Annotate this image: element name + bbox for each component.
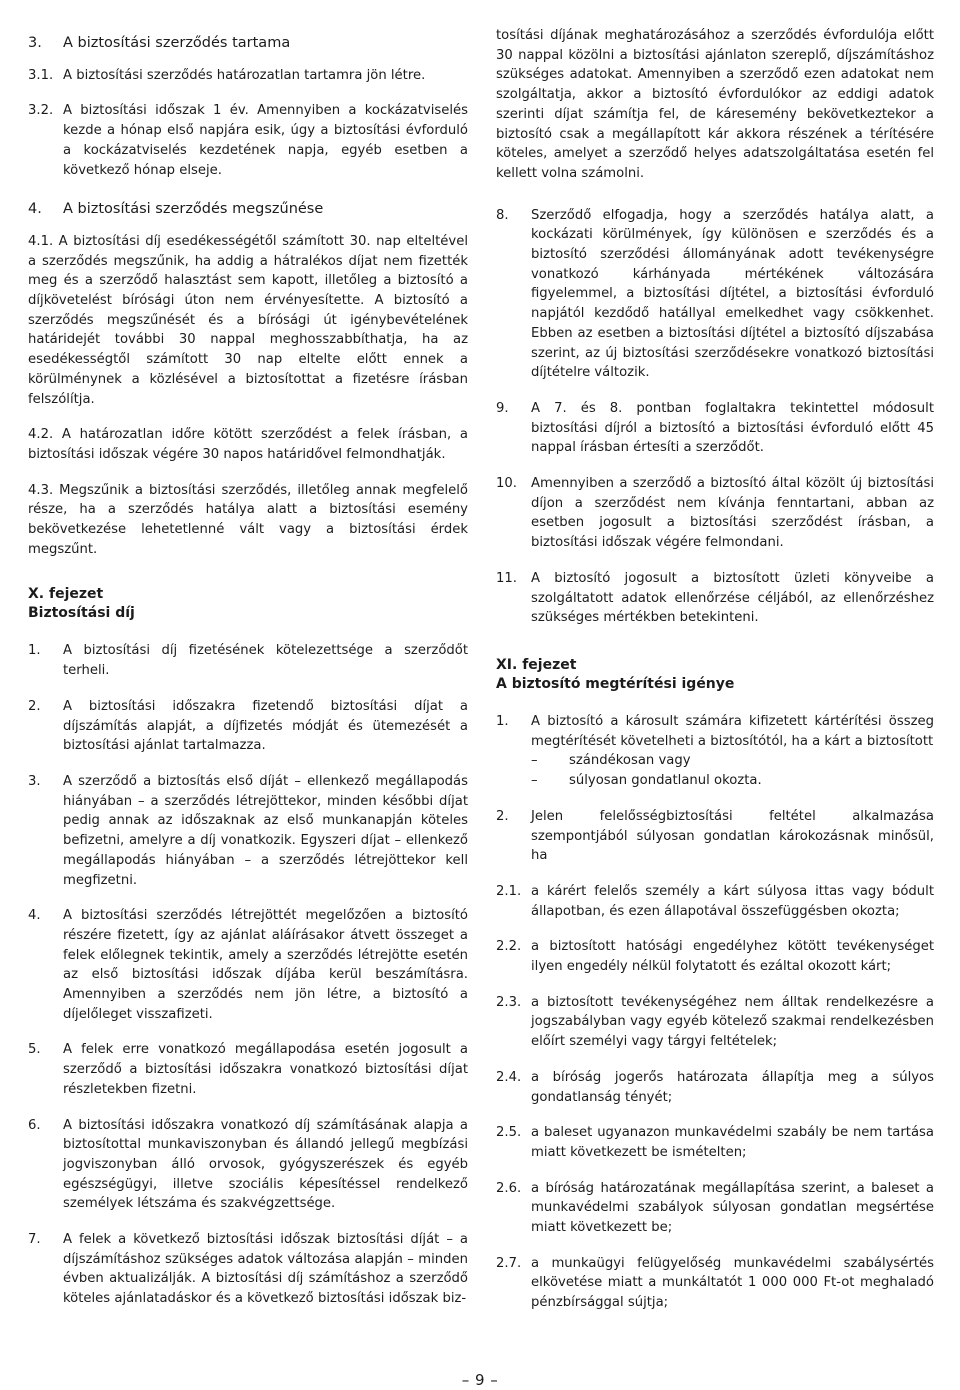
clause-4-1: 4.1. A biztosítási díj esedékességétől számított 30. nap elteltével a szerződés megszűnik, ha addig a hátralékos díjat nem fizették meg és a szerződő halasztást sem kapott, illetőleg a biztosító a díjkövetelést bírósági úton nem érvényesítette. A biztosító a szerződés megszűnését és a bírósági út igénybevételének határidejét további 30 nappal meghosszabbíthatja, ha az esedékességtől számított 30 nap eltelte előtt ennek a körülménynek a közlésével a biztosítottat a fizetésre írásban felszólítja.: [28, 233, 468, 407]
dash-item: – szándékosan vagy: [531, 753, 691, 769]
section-3-heading: 3. A biztosítási szerződés tartama: [28, 35, 291, 51]
clause-4-2: 4.2. A határozatlan időre kötött szerződést a felek írásban, a biztosítási időszak végére 30 napos határidővel felmondhatják.: [28, 427, 468, 462]
left-column: [28, 26, 468, 1325]
clause-item: 4. A biztosítási szerződés létrejöttét megelőzően a biztosító részére fizetett, így az ajánlat aláírásakor átvett összeget a felek előlegnek tekintik, amely a szerződés létrejötte esetén az első biztosítási időszak díjába kerül beszámításra. Amennyiben a szerződés nem jön létre, a biztosító a díjelőleget visszafizeti.: [28, 908, 468, 1022]
clause-3-2: 3.2. A biztosítási időszak 1 év. Amennyiben a kockázatviselés kezde a hónap első napjára esik, úgy a biztosítási évforduló a kockázatviselés kezdetének napja, egyéb esetben a következő hónap elseje.: [28, 103, 468, 178]
clause-item: 11. A biztosító jogosult a biztosított üzleti könyveibe a szolgáltatott adatok ellenőrzése céljából, az ellenőrzéshez szükséges mértékben betekinteni.: [496, 570, 934, 626]
chapter-x-heading: X. fejezet Biztosítási díj: [28, 586, 135, 622]
clause-3-1: 3.1. A biztosítási szerződés határozatlan tartamra jön létre.: [28, 67, 426, 83]
clause-xi-1: 1. A biztosító a károsult számára kifizetett kártérítési összeg megtérítését követelheti a biztosítótól, ha a kárt a biztosított – szándékosan vagy – súlyosan gondatlanul okozta.: [496, 712, 934, 791]
clause-item: 2.3. a biztosított tevékenységéhez nem álltak rendelkezésre a jogszabályban vagy egyéb kötelező szakmai rendelkezésben előírt személyi vagy tárgyi feltételek;: [496, 994, 934, 1050]
clause-item: 1. A biztosítási díj fizetésének kötelezettsége a szerződőt terheli.: [28, 643, 468, 679]
chapter-xi-clauses: [496, 807, 934, 1313]
right-column: [496, 26, 934, 1329]
clause-item: 2. Jelen felelősségbiztosítási feltétel alkalmazása szempontjából súlyosan gondatlan károkozásnak minősül, ha: [496, 808, 934, 864]
clause-item: 2.4. a bíróság jogerős határozata állapítja meg a súlyos gondatlanság tényét;: [496, 1069, 934, 1105]
clause-item: 2. A biztosítási időszakra fizetendő biztosítási díjat a díjszámítás alapját, a díjfizetés módját és ütemezését a biztosítási ajánlat tartalmazza.: [28, 698, 468, 754]
chapter-x-clauses: [28, 641, 468, 1308]
clause-item: 2.1. a kárért felelős személy a kárt súlyosa ittas vagy bódult állapotban, és ezen állapotával összefüggésben okozta;: [496, 883, 934, 919]
clause-item: 5. A felek erre vonatkozó megállapodása esetén jogosult a szerződő a biztosítási időszakra vonatkozó biztosítási díjat részletekben fizetni.: [28, 1042, 468, 1097]
clause-4-3: 4.3. Megszűnik a biztosítási szerződés, illetőleg annak megfelelő része, ha a szerződés hatálya alatt a biztosítási esemény bekövetkezése lehetetlenné vált vagy a biztosítási érdek megszűnt.: [28, 482, 468, 557]
dash-item: – súlyosan gondatlanul okozta.: [531, 773, 762, 789]
clause-item: 3. A szerződő a biztosítás első díját – ellenkező megállapodás hiányában – a szerződés létrejöttekor, minden későbbi díjat pedig annak az időszaknak az első munkanapján köteles befizetni, amelyre a díj vonatkozik. Egyszeri díjat – ellenkező megállapodás hiányában – a szerződés létrejöttekor kell megfizetni.: [28, 773, 468, 888]
page-number: – 9 –: [461, 1371, 499, 1389]
chapter-x-clauses-cont: [496, 206, 934, 628]
chapter-xi-heading: XI. fejezet A biztosító megtérítési igénye: [496, 656, 735, 692]
clause-item: 8. Szerződő elfogadja, hogy a szerződés hatálya alatt, a kockázati körülmények, így különösen e szerződés és a biztosító szerződési állományának adott tevékenységre vonatkozó kárhányada mértékének változására figyelemmel, a biztosítási díjtétel, a biztosítási évforduló napjától kezdődő hatállyal emelkedhet vagy csökkenhet. Ebben az esetben a biztosítási díjtétel a biztosító díjszabása szerint, az új biztosítási szerződésekre vonatkozó biztosítási díjtételre változik.: [496, 207, 934, 381]
clause-item: 9. A 7. és 8. pontban foglaltakra tekintettel módosult biztosítási díjról a biztosító a biztosítási évforduló előtt 45 nappal írásban értesíti a szerződőt.: [496, 400, 934, 456]
clause-item: 2.7. a munkaügyi felügyelőség munkavédelmi szabálysértés elkövetése miatt a munkáltatót 1 000 000 Ft-ot meghaladó pénzbírsággal sújtja;: [496, 1255, 934, 1311]
clause-item: 7. A felek a következő biztosítási időszak biztosítási díját – a díjszámításhoz szükséges adatok változása alapján – minden évben aktualizálják. A biztosítási díj számításhoz a szerződő köteles ajánlatadáskor és a következő biztosítási időszak biz-: [28, 1232, 468, 1307]
clause-item: 2.2. a biztosított hatósági engedélyhez kötött tevékenységet ilyen engedély nélkül folytatott és ezáltal okozott kárt;: [496, 939, 934, 975]
clause-7-continuation: tosítási díjának meghatározásához a szerződés évfordulója előtt 30 nappal közölni a biztosítási ajánlaton szereplő, díjszámításhoz szükséges adatokat. Amennyiben a szerződő ezen adatokat nem szolgáltatja, akkor a biztosító évfordulókor az eddigi adatok szerinti díjat számítja fel, de káresemény bekövetkeztekor a biztosító csak a megállapított kár akkora részének a térítésére köteles, amelyet a szerződő helyes adatszolgáltatása esetén fel kellett volna számolni.: [496, 28, 934, 181]
clause-item: 6. A biztosítási időszakra vonatkozó díj számításának alapja a biztosítottal munkaviszonyban és állandó jellegű megbízási jogviszonyban álló orvosok, gyógyszerészek és egyéb egészségügyi, illetve szociális képesítéssel rendelkező személyek létszáma és szakvégzettsége.: [28, 1117, 468, 1212]
clause-item: 10. Amennyiben a szerződő a biztosító által közölt új biztosítási díjon a szerződést nem kívánja fenntartani, abban az esetben jogosult a biztosítási szerződést írásban, a biztosítási időszak végére felmondani.: [496, 476, 934, 551]
clause-item: 2.5. a baleset ugyanazon munkavédelmi szabály be nem tartása miatt következett be ismételten;: [496, 1125, 934, 1160]
clause-item: 2.6. a bíróság határozatának megállapítása szerint, a baleset a munkavédelmi szabályok súlyosan gondatlan megsértése miatt következett be;: [496, 1180, 934, 1236]
section-4-heading: 4. A biztosítási szerződés megszűnése: [28, 201, 324, 218]
